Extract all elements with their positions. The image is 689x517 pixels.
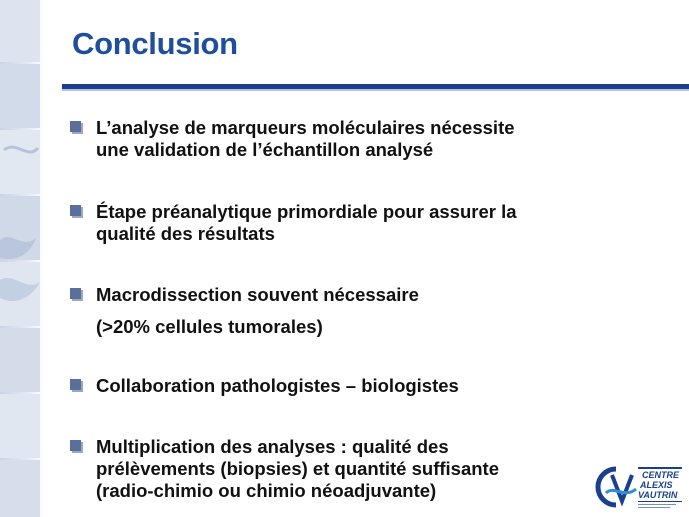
bullet-line: Macrodissection souvent nécessaire xyxy=(96,284,419,305)
logo-icon xyxy=(594,463,684,511)
square-bullet-icon xyxy=(70,121,84,135)
bullet-line: Multiplication des analyses : qualité des xyxy=(96,436,449,457)
bullet-line: Collaboration pathologistes – biologistes xyxy=(96,375,459,396)
bullet-line: prélèvements (biopsies) et quantité suffisante xyxy=(96,458,499,479)
logo-text-bottom: VAUTRIN xyxy=(638,490,678,500)
decorative-side-strip xyxy=(0,0,44,517)
sub-note: (>20% cellules tumorales) xyxy=(96,316,323,337)
slide-title: Conclusion xyxy=(72,26,238,61)
bullet-text xyxy=(96,375,636,397)
side-strip-pattern-icon xyxy=(0,0,44,517)
logo-text-top: CENTRE xyxy=(642,470,680,480)
bullet-text xyxy=(96,284,636,306)
square-bullet-icon xyxy=(70,205,84,219)
centre-alexis-vautrin-logo xyxy=(594,463,684,511)
bullet-line: Étape préanalytique primordiale pour assurer la xyxy=(96,201,517,222)
square-bullet-icon xyxy=(70,379,84,393)
bullet-text xyxy=(96,201,636,245)
square-bullet-icon xyxy=(70,288,84,302)
bullet-line: (radio-chimio ou chimio néoadjuvante) xyxy=(96,480,437,501)
bullet-text xyxy=(96,117,636,161)
bullet-text xyxy=(96,436,636,502)
bullet-line: qualité des résultats xyxy=(96,223,275,244)
bullet-line: L’analyse de marqueurs moléculaires nécessite xyxy=(96,117,515,138)
title-divider-shadow xyxy=(62,89,689,91)
bullet-line: une validation de l’échantillon analysé xyxy=(96,139,434,160)
square-bullet-icon xyxy=(70,440,84,454)
logo-text-mid: ALEXIS xyxy=(640,480,673,490)
